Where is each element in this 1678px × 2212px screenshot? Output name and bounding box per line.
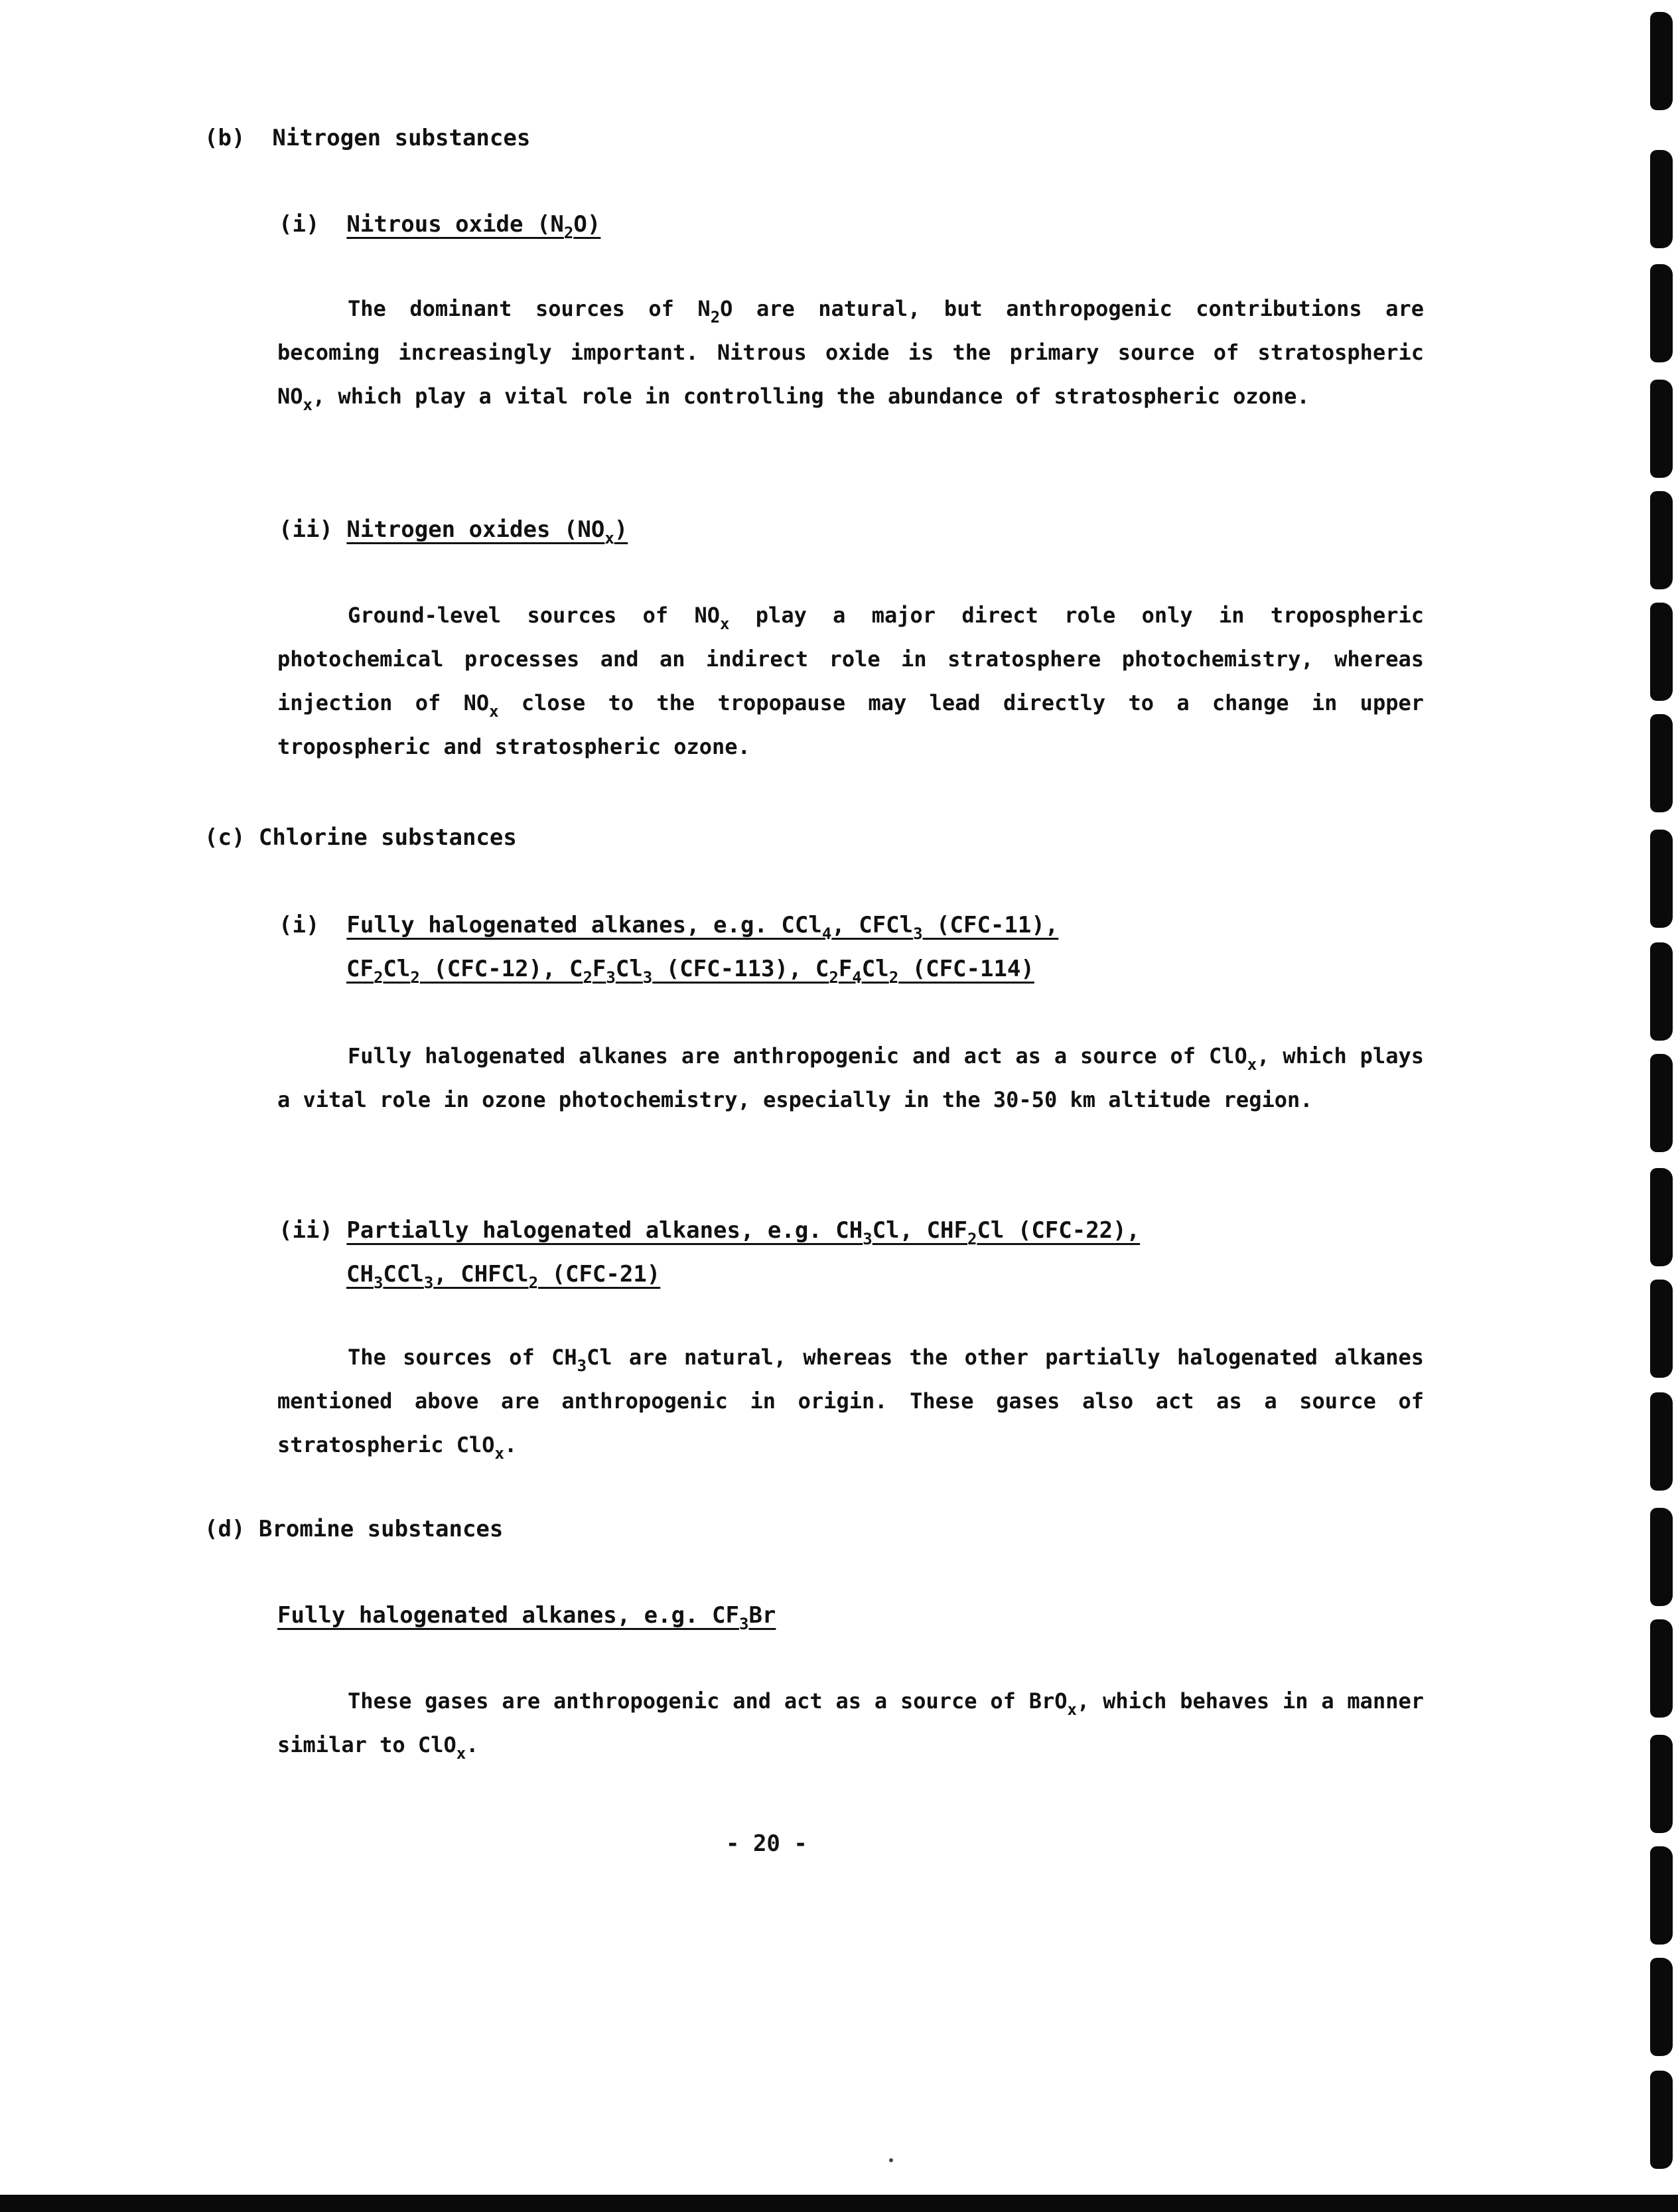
binding-hole	[1650, 603, 1673, 701]
subsection-b-ii-heading	[279, 516, 628, 548]
binding-hole	[1650, 264, 1673, 362]
paragraph-fully-halogenated: Fully halogenated alkanes are anthropogenic and act as a source of ClO$_x$, which plays a vital role in ozone photochemistry, especially in the 30-50 km altitude region.	[277, 1043, 1425, 1112]
subsection-c-ii-label: (ii)	[279, 1217, 333, 1244]
binding-hole	[1650, 380, 1673, 478]
paragraph-partially-halogenated: The sources of $CH_3Cl$ are natural, whereas the other partially halogenated alkanes mentioned above are anthropogenic in origin. These gases also act as a source of stratospheric ClO$_x$.	[277, 1345, 1425, 1463]
subsection-c-i-title-line2-wrap	[346, 956, 1034, 987]
subsection-c-ii-title-line1: Partially halogenated alkanes, e.g. $CH_3Cl$, $CHF_2Cl$ (CFC-22),	[346, 1217, 1141, 1248]
binding-hole	[1650, 1958, 1673, 2056]
page-number: - 20 -	[726, 1830, 807, 1857]
scan-bottom-edge	[0, 2195, 1678, 2212]
binding-hole	[1650, 1508, 1673, 1606]
section-b-title: Nitrogen substances	[272, 125, 531, 151]
binding-hole	[1650, 491, 1673, 589]
paragraph-nitrogen-oxides: Ground-level sources of $NO_x$ play a major direct role only in tropospheric photochemical processes and an indirect role in stratosphere photochemistry, whereas injection of $NO_x$ close to the tropopause may lead directly to a change in upper tropospheric and stratospheric ozone.	[277, 603, 1425, 759]
subsection-c-i-heading	[279, 912, 1059, 943]
binding-hole	[1650, 12, 1673, 110]
subsection-c-ii-heading	[279, 1217, 1141, 1248]
binding-hole	[1650, 1846, 1673, 1945]
binding-hole	[1650, 1392, 1673, 1491]
section-b-heading	[204, 125, 530, 151]
subsection-c-i-title-line1: Fully halogenated alkanes, e.g. CCl$_4$, CFCl$_3$ (CFC-11),	[346, 912, 1059, 943]
section-c-title: Chlorine substances	[258, 824, 517, 851]
subsection-d-title: Fully halogenated alkanes, e.g. $CF_3Br$	[277, 1602, 776, 1633]
paragraph-bromine: These gases are anthropogenic and act as a source of BrO$_x$, which behaves in a manner similar to ClO$_x$.	[277, 1688, 1425, 1763]
binding-hole	[1650, 2071, 1673, 2169]
subsection-c-i-title-line2: $CF_2Cl_2$ (CFC-12), $C_2F_3Cl_3$ (CFC-113), $C_2F_4Cl_2$ (CFC-114)	[346, 956, 1034, 987]
subsection-b-ii-label: (ii)	[279, 516, 333, 543]
subsection-b-i-title: Nitrous oxide $(N_2O)$	[346, 211, 601, 242]
binding-hole	[1650, 1619, 1673, 1718]
section-c-label: (c)	[204, 824, 245, 851]
subsection-b-i-heading	[279, 211, 601, 242]
binding-hole	[1650, 1054, 1673, 1152]
section-d-title: Bromine substances	[258, 1516, 504, 1542]
binding-hole	[1650, 942, 1673, 1041]
binding-hole	[1650, 1735, 1673, 1833]
binding-hole	[1650, 150, 1673, 248]
section-d-label: (d)	[204, 1516, 245, 1542]
paragraph-nitrous-oxide: The dominant sources of $N_2O$ are natural, but anthropogenic contributions are becoming increasingly important. Nitrous oxide is the primary source of stratospheric $NO_x$, which play a vital role in controlling the abundance of stratospheric ozone.	[277, 296, 1425, 414]
scan-speck	[889, 2158, 893, 2162]
subsection-b-ii-title: Nitrogen oxides $(NO_x)$	[346, 516, 628, 548]
subsection-c-ii-title-line2-wrap	[346, 1261, 661, 1292]
section-d-heading	[204, 1516, 503, 1542]
subsection-c-ii-title-line2: $CH_3CCl_3$, CHFCl$_2$ (CFC-21)	[346, 1261, 661, 1292]
section-c-heading	[204, 824, 517, 851]
binding-hole	[1650, 714, 1673, 812]
binding-hole	[1650, 1280, 1673, 1378]
subsection-c-i-label: (i)	[279, 912, 320, 938]
subsection-d-heading	[277, 1602, 776, 1633]
binding-hole	[1650, 830, 1673, 928]
binding-hole	[1650, 1168, 1673, 1266]
section-b-label: (b)	[204, 125, 245, 151]
subsection-b-i-label: (i)	[279, 211, 320, 238]
